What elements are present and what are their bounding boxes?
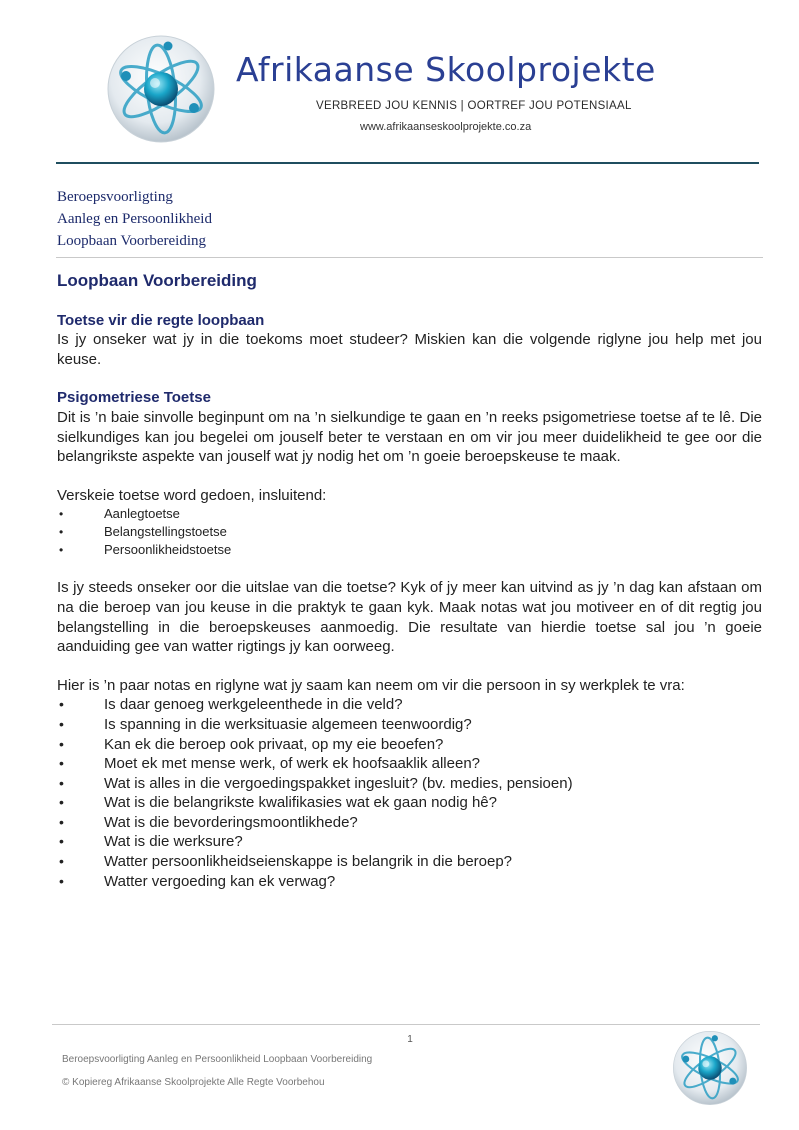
section-psychometric [57,388,762,466]
breadcrumb-item-category: Beroepsvoorligting [57,189,173,205]
list-item: • Moet ek met mense werk, of werk ek hoofsaaklik alleen? [57,754,762,774]
breadcrumb-divider [56,257,763,258]
tests-list [57,505,762,559]
unsure-paragraph: Is jy steeds onseker oor die uitslae van die toetse? Kyk of jy meer kan uitvind as jy ’n dag kan afstaan om na die beroep van jou keuse in die praktyk te gaan kyk. Maak notas wat jou motiveer en of dit regtig jou belangstelling in die beroepskeuses aanmoedig. Die resultate van hierdie toetse sal jou ’n goeie aanduiding gee van watter rigtings jy kan oorweeg. [57,579,762,656]
list-item: • Wat is alles in die vergoedingspakket ingesluit? (bv. medies, pensioen) [57,774,762,794]
list-item: • Watter vergoeding kan ek verwag? [57,872,762,892]
breadcrumb-item-topic: Loopbaan Voorbereiding [57,233,206,249]
section-questions [57,676,762,892]
footer-divider [52,1024,760,1025]
list-item: • Is spanning in die werksituasie algemeen teenwoordig? [57,715,762,735]
list-item: • Belangstellingstoetse [57,523,762,541]
brand-tagline: VERBREED JOU KENNIS | OORTREF JOU POTENSIAAL [316,100,632,112]
website-link[interactable]: www.afrikaanseskoolprojekte.co.za [360,121,532,133]
main-content [57,268,762,891]
footer-copyright: © Kopiereg Afrikaanse Skoolprojekte Alle Regte Voorbehou [62,1077,325,1088]
list-item: • Kan ek die beroep ook privaat, op my eie beoefen? [57,735,762,755]
footer-document-title: Beroepsvoorligting Aanleg en Persoonlikheid Loopbaan Voorbereiding [62,1054,373,1065]
list-item: • Persoonlikheidstoetse [57,541,762,559]
section-tests-intro [57,311,762,370]
atom-icon [106,34,216,144]
list-item: • Wat is die werksure? [57,832,762,852]
section-test-types [57,486,762,560]
page-title: Loopbaan Voorbereiding [57,271,257,290]
brand-title: Afrikaanse Skoolprojekte [236,50,656,89]
section-paragraph: Is jy onseker wat jy in die toekoms moet studeer? Miskien kan die volgende riglyne jou help met jou keuse. [57,331,762,368]
questions-list [57,695,762,891]
page-number: 1 [407,1034,413,1045]
list-item: • Wat is die bevorderingsmoontlikhede? [57,813,762,833]
list-item: • Is daar genoeg werkgeleenthede in die veld? [57,695,762,715]
header-divider [56,162,759,164]
section-heading: Psigometriese Toetse [57,389,211,407]
list-item: • Wat is die belangrikste kwalifikasies wat ek gaan nodig hê? [57,793,762,813]
list-item: • Aanlegtoetse [57,505,762,523]
breadcrumb-item-subcategory: Aanleg en Persoonlikheid [57,211,212,227]
tests-intro: Verskeie toetse word gedoen, insluitend: [57,486,327,504]
section-unsure [57,578,762,656]
questions-intro: Hier is ’n paar notas en riglyne wat jy saam kan neem om vir die persoon in sy werkplek te vra: [57,676,685,694]
section-heading: Toetse vir die regte loopbaan [57,311,265,329]
atom-icon [672,1030,748,1106]
breadcrumb [57,186,212,252]
list-item: • Watter persoonlikheidseienskappe is belangrik in die beroep? [57,852,762,872]
section-paragraph: Dit is ’n baie sinvolle beginpunt om na ’n sielkundige te gaan en ’n reeks psigometriese toetse af te lê. Die sielkundiges kan jou begelei om jouself beter te verstaan en om vir jou meer duidelikheid te gee oor die belangrikste aspekte van jouself wat jy nodig het om ’n goeie beroepskeuse te maak. [57,408,762,466]
